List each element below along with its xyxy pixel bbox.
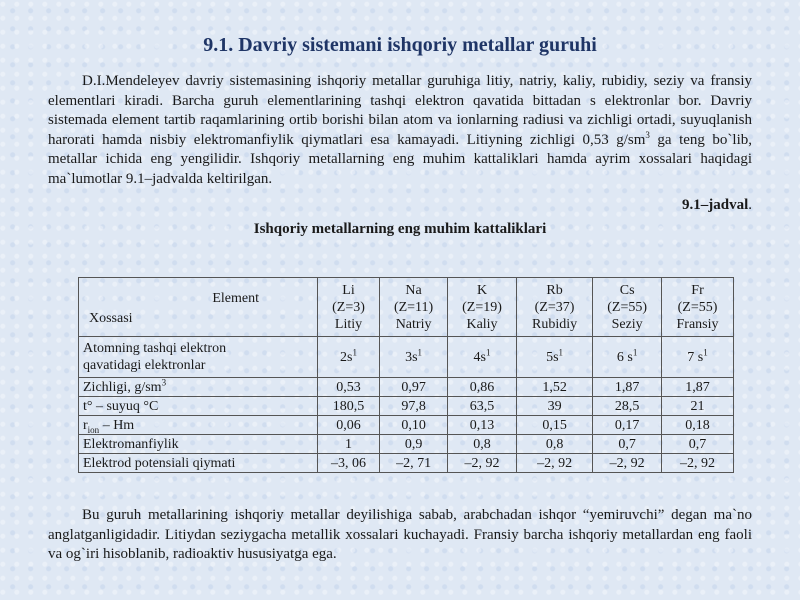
radius-label-main: r <box>83 417 88 433</box>
table-reference <box>682 197 752 214</box>
properties-table <box>78 277 734 473</box>
page-title: 9.1. Davriy sistemani ishqoriy metallar guruhi <box>203 34 597 56</box>
density-unit-sup: 3 <box>161 376 167 387</box>
table-reference-label: 9.1–jadval <box>681 197 749 213</box>
table-cell <box>448 337 517 378</box>
table-cell <box>380 337 448 378</box>
table-cell: –2, 71 <box>380 454 448 473</box>
element-z: (Z=11) <box>393 299 434 315</box>
table-cell: 1,52 <box>516 378 592 397</box>
element-z: (Z=19) <box>462 299 502 315</box>
table-cell: 0,7 <box>593 435 662 454</box>
table-cell: 0,10 <box>380 416 448 435</box>
table-cell: 1,87 <box>593 378 662 397</box>
element-name: Kaliy <box>466 316 498 332</box>
table-cell: 28,5 <box>593 397 662 416</box>
element-symbol: K <box>476 282 488 298</box>
intro-paragraph <box>48 72 752 190</box>
intro-text: D.I.Mendeleyev davriy sistemasining ishqoriy metallar guruhiga litiy, natriy, kaliy, rubidiy, seziy va fransiy elementlari kiradi. Barcha guruh elementlarining tashqi elektron qavatida bittadan s elektronlar bor. Davriy sistemada element tartib raqamlarining ortib borishi bilan atom va ionlarning radiusi va zichligi ortadi, suyuqlanish harorati hamda nisbiy elektromanfiylik qiymatlari esa kamayadi. Litiyning zichligi 0,53 g/sm <box>48 73 752 148</box>
header-cell-li <box>318 278 380 337</box>
table-cell: 1,87 <box>662 378 734 397</box>
table-cell: 63,5 <box>448 397 517 416</box>
element-name: Natriy <box>395 316 432 332</box>
table-reference-dot: . <box>748 197 752 213</box>
shell-base: 6 s <box>616 349 633 365</box>
intro-text-end: ga teng bo`lib, metallar ichida eng yengilidir. Ishqoriy metallarning eng muhim kattaliklari hamda ayrim xossalari haqidagi ma`lumotlar 9.1–jadvalda keltirilgan. <box>48 131 752 187</box>
header-cell-na <box>380 278 448 337</box>
shell-sup: 1 <box>352 346 357 357</box>
shell-sup: 1 <box>485 346 491 357</box>
row-label-melting: t° – suyuq °C <box>79 397 318 416</box>
element-symbol: Fr <box>691 282 704 298</box>
shell-base: 7 s <box>687 349 704 365</box>
element-z: (Z=55) <box>677 299 718 315</box>
shell-label-line2: qavatidagi elektronlar <box>83 358 206 373</box>
table-cell: 0,15 <box>516 416 592 435</box>
table-cell: 0,18 <box>662 416 734 435</box>
radius-label-rest: – Hm <box>99 417 135 433</box>
shell-sup: 1 <box>703 346 708 357</box>
element-symbol: Na <box>405 282 422 298</box>
header-cell-fr <box>662 278 734 337</box>
shell-sup: 1 <box>558 346 564 357</box>
element-symbol: Cs <box>619 282 635 298</box>
table-cell: 0,8 <box>448 435 517 454</box>
table-row-potential <box>79 454 734 473</box>
table-cell: 0,13 <box>448 416 517 435</box>
element-name: Fransiy <box>676 316 719 332</box>
table-title: Ishqoriy metallarning eng muhim kattaliklari <box>253 221 547 237</box>
table-cell: 0,7 <box>662 435 734 454</box>
element-name: Seziy <box>611 316 643 332</box>
table-cell: –3, 06 <box>318 454 380 473</box>
table-cell: 0,53 <box>318 378 380 397</box>
element-z: (Z=3) <box>332 299 365 315</box>
intro-sup: 3 <box>645 129 650 140</box>
row-label-radius <box>79 416 318 435</box>
shell-base: 2s <box>340 349 353 365</box>
corner-element-label: Element <box>212 291 259 306</box>
density-label: Zichligi, g/sm <box>83 379 162 395</box>
table-cell: 0,8 <box>516 435 592 454</box>
header-cell-cs <box>593 278 662 337</box>
row-label-density <box>79 378 318 397</box>
table-cell: 0,17 <box>593 416 662 435</box>
corner-property-label: Xossasi <box>89 311 133 326</box>
table-row-density <box>79 378 734 397</box>
table-cell: –2, 92 <box>448 454 517 473</box>
table-row-radius <box>79 416 734 435</box>
element-symbol: Li <box>342 282 355 298</box>
table-cell: 180,5 <box>318 397 380 416</box>
table-cell: 0,97 <box>380 378 448 397</box>
row-label-electronegativity: Elektromanfiylik <box>79 435 318 454</box>
table-cell: –2, 92 <box>593 454 662 473</box>
row-label-potential: Elektrod potensiali qiymati <box>79 454 318 473</box>
table-cell: 1 <box>318 435 380 454</box>
table-header-row <box>79 278 734 337</box>
table-row-electronegativity <box>79 435 734 454</box>
element-name: Litiy <box>334 316 363 332</box>
shell-sup: 1 <box>417 346 423 357</box>
table-cell: 97,8 <box>380 397 448 416</box>
shell-base: 4s <box>473 349 486 365</box>
shell-base: 5s <box>546 349 559 365</box>
table-cell: 39 <box>516 397 592 416</box>
header-cell-k <box>448 278 517 337</box>
shell-sup: 1 <box>632 346 638 357</box>
table-cell: 0,86 <box>448 378 517 397</box>
table-cell: –2, 92 <box>662 454 734 473</box>
element-z: (Z=37) <box>534 299 575 315</box>
element-z: (Z=55) <box>607 299 648 315</box>
conclusion-paragraph: Bu guruh metallarining ishqoriy metallar deyilishiga sabab, arabchadan ishqor “yemiruvchi” degan ma`no anglatganligidadir. Litiydan seziygacha metallik xossalari kuchayadi. Fransiy barcha ishqoriy metallardan eng faoli va og`iri hisoblanib, radioaktiv hususiyatga ega. <box>48 507 752 563</box>
element-name: Rubidiy <box>532 316 578 332</box>
row-label-shell <box>79 337 318 378</box>
table-cell: 21 <box>662 397 734 416</box>
shell-label-line1: Atomning tashqi elektron <box>83 341 227 356</box>
table-cell: –2, 92 <box>516 454 592 473</box>
table-cell <box>516 337 592 378</box>
table-cell: 0,9 <box>380 435 448 454</box>
table-corner-cell <box>79 278 318 337</box>
shell-base: 3s <box>405 349 418 365</box>
header-cell-rb <box>516 278 592 337</box>
table-cell <box>662 337 734 378</box>
radius-label-sub: ion <box>87 424 100 435</box>
element-symbol: Rb <box>546 282 563 298</box>
table-row-shell <box>79 337 734 378</box>
table-cell: 0,06 <box>318 416 380 435</box>
table-cell <box>318 337 380 378</box>
table-cell <box>593 337 662 378</box>
table-row-melting <box>79 397 734 416</box>
